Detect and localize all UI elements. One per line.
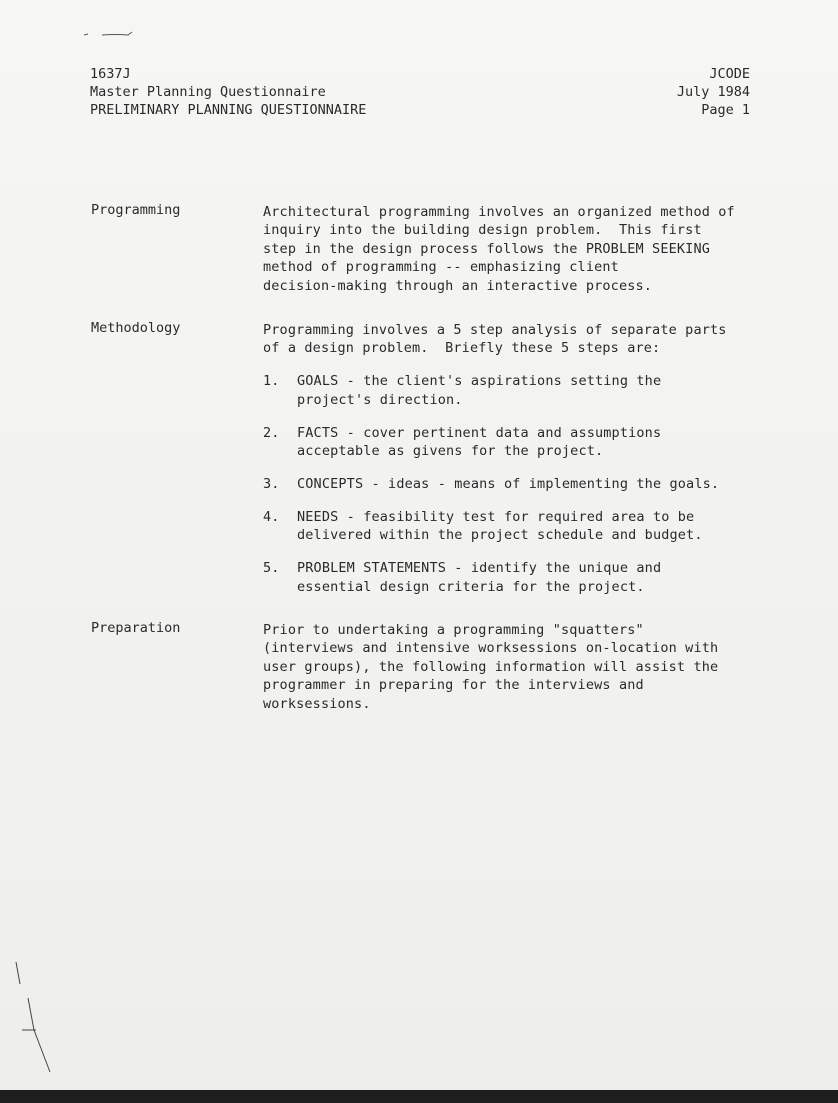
step-line: NEEDS - feasibility test for required area to be [297,508,695,525]
list-item [263,508,763,545]
step-line: CONCEPTS - ideas - means of implementing the goals. [297,475,720,492]
section-label-preparation: Preparation [91,620,181,636]
step-line: project's direction. [297,391,463,408]
doc-code: 1637J [90,66,131,82]
paragraph-line: decision-making through an interactive process. [263,277,653,294]
step-number: 3. [263,475,280,492]
step-number: 5. [263,560,280,577]
section-body-methodology [263,321,763,596]
list-item [263,424,763,461]
page-number: Page 1 [701,102,750,118]
scan-bottom-edge [0,1090,838,1103]
step-line: PROBLEM STATEMENTS - identify the unique and [297,560,662,577]
paragraph-line: Architectural programming involves an organized method of [263,204,735,220]
step-line: FACTS - cover pertinent data and assumptions [297,424,662,441]
list-item [263,475,763,493]
list-item [263,559,763,596]
doc-title: PRELIMINARY PLANNING QUESTIONNAIRE [90,102,367,118]
step-number: 2. [263,424,280,441]
paragraph-line: of a design problem. Briefly these 5 steps are: [263,340,661,357]
paragraph-line: worksessions. [263,695,371,712]
scan-mark-bottom-left [10,960,60,1075]
header-left [90,65,366,119]
section-body-programming [263,203,763,295]
step-number: 4. [263,508,280,525]
step-number: 1. [263,373,280,390]
section-label-methodology: Methodology [91,320,181,336]
paragraph-line: user groups), the following information will assist the [263,658,719,675]
step-line: essential design criteria for the project. [297,578,645,595]
author-code: JCODE [709,66,750,82]
section-label-programming: Programming [91,202,181,218]
step-line: acceptable as givens for the project. [297,443,604,460]
section-body-preparation [263,621,763,713]
steps-list [263,372,763,596]
paragraph-line: step in the design process follows the PROBLEM SEEKING [263,240,710,257]
paragraph-line: inquiry into the building design problem. This first [263,222,702,239]
list-item [263,372,763,409]
step-line: GOALS - the client's aspirations setting the [297,373,662,390]
paragraph-line: Programming involves a 5 step analysis of separate parts [263,322,727,338]
header-right [677,65,750,119]
paragraph-line: programmer in preparing for the interviews and [263,677,644,694]
paragraph-line: (interviews and intensive worksessions on-location with [263,640,719,657]
paragraph-line: method of programming -- emphasizing client [263,259,619,276]
paragraph-line: Prior to undertaking a programming "squatters" [263,622,644,638]
doc-date: July 1984 [676,84,750,100]
step-line: delivered within the project schedule and budget. [297,527,703,544]
scan-mark-top [82,28,142,40]
doc-subtitle: Master Planning Questionnaire [90,84,326,100]
